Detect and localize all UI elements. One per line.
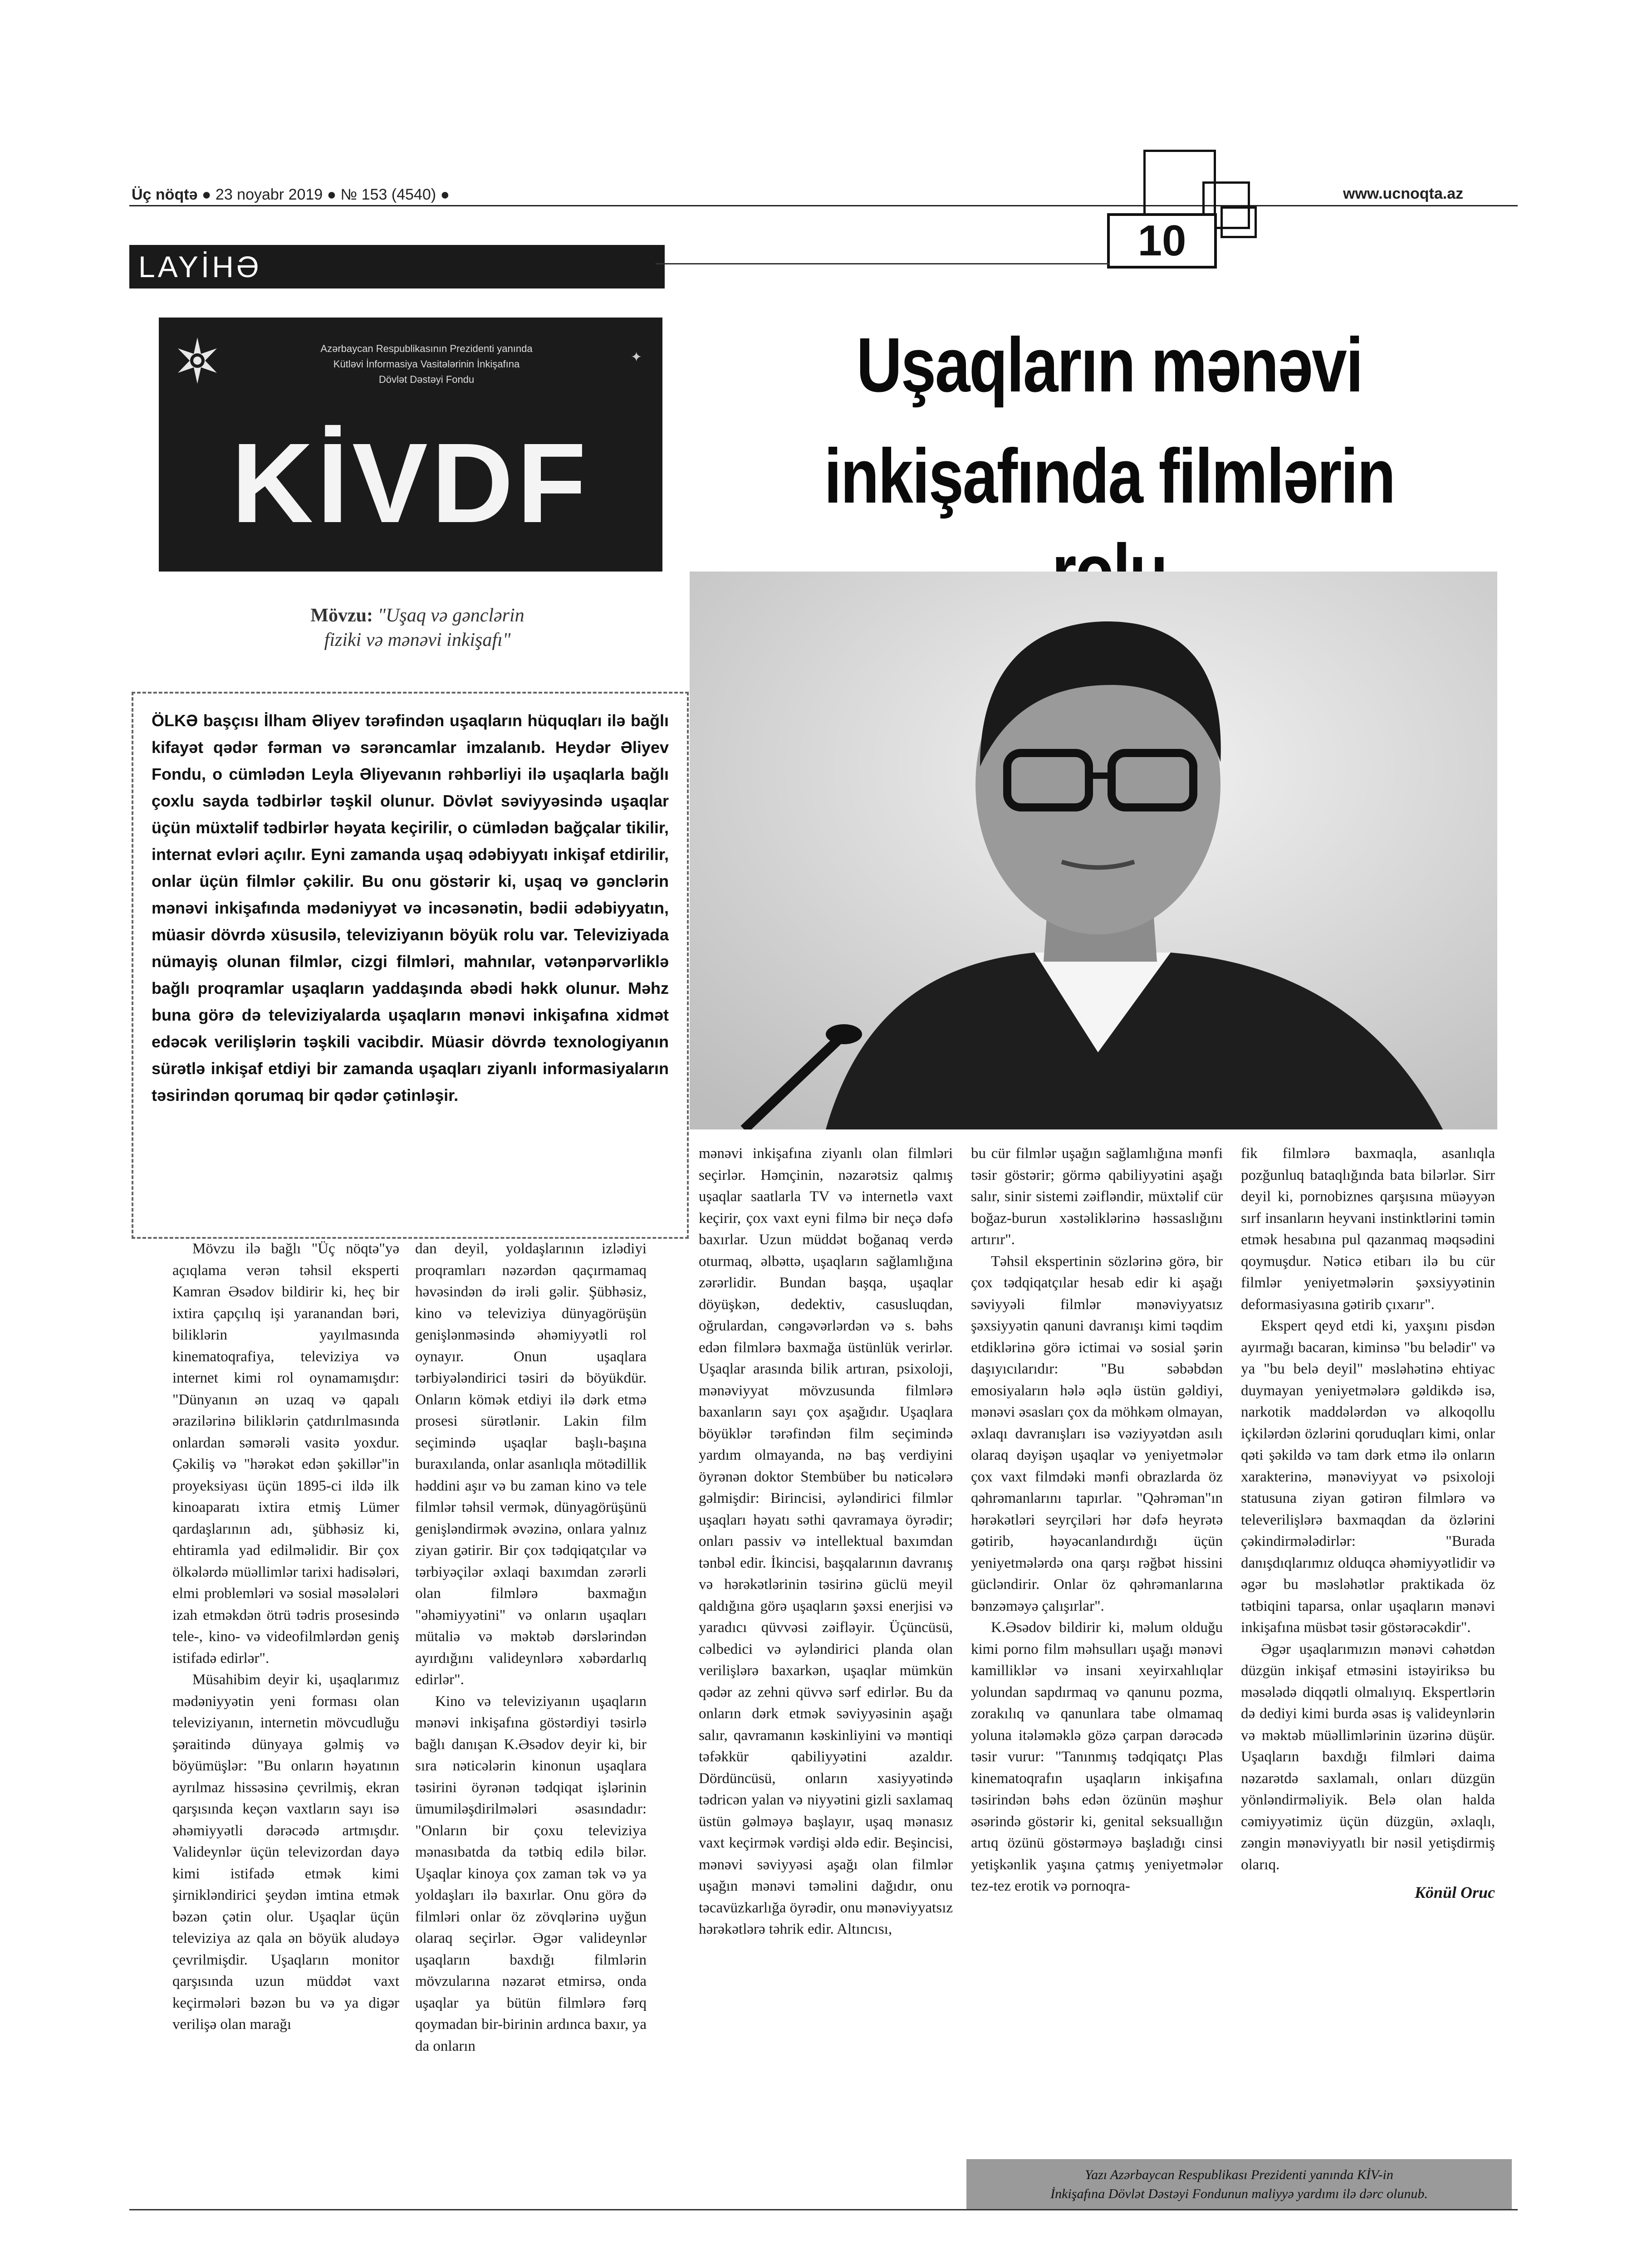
logo-org-line: Azərbaycan Respublikasının Prezidenti yanında [320,343,533,354]
header-rule [129,205,1518,206]
paragraph: mənəvi inkişafına ziyanlı olan filmləri seçirlər. Həmçinin, nəzarətsiz qalmış uşaqlar saatlarla TV və internetlə vaxt keçirir, çox vaxt eyni filmə bir neçə dəfə baxırlar. Uzun müddət boğanaq verdə oturmaq, əlbəttə, uşaqların sağlamlığına zərərlidir. Bundan başqa, uşaqlar döyüşkən, dedektiv, casusluqdan, oğrulardan, cəngəvərlərdən və s. bəhs edən filmlərə baxmağa üstünlük verirlər. Uşaqlar arasında bilik artıran, psixoloji, mənəviyyat mövzusunda filmlərə baxanların sayı çox aşağıdır. Uşaqlara böyüklər tərəfindən film seçimində yardım olmayanda, nə baş verdiyini öyrənən doktor Stembüber bu nəticələrə gəlmişdir: Birincisi, əyləndirici filmlər uşaqları həyatı səthi qavramaya öyrədir; onları passiv və intellektual baxımdan tənbəl edir. İkincisi, başqalarının davranış və hərəkətlərinin təsirinə güclü meyil qaldığına görə uşaqların şəxsi enerjisi və yaradıcı qüvvəsi zəifləyir. Üçüncüsü, cəlbedici və əyləndirici planda olan verilişlərə baxarkən, uşaqlar mümkün qədər az zehni qüvvə sərf edirlər. Bu da onların dərk etmək səviyyəsinin aşağı salır, qavramanın kəskinliyini və məntiqi təfəkkür qabiliyyətini azaldır. Dördüncüsü, onların xasiyyətində tədricən yalan və niyyətini gizli saxlamaq üstün gəlməyə başlayır, uşaq mənasız vaxt keçirmək vərdişi əldə edir. Beşincisi, mənəvi səviyyəsi aşağı olan filmlər uşağın mənəvi təməlini dağıdır, onu təcavüzkarlığa öyrədir, onu mənəviyyatsız hərəkətlərə təhrik edir. Altıncısı, [699,1145,953,1937]
paragraph: Təhsil ekspertinin sözlərinə görə, bir çox tədqiqatçılar hesab edir ki aşağı səviyyəli filmlər mənəviyyatsız şəxsiyyətin qanuni davranışı kimi təqdim etdiklərinə görə ictimai və sosial şərin daşıyıcılarıdır: "Bu səbəbdən emosiyaların hələ əqlə üstün gəldiyi, mənəvi əsasları çox da möhkəm olmayan, əxlaqı davranışları isə vəziyyətdən asılı olaraq dəyişən uşaqlar və yeniyetmələr çox vaxt filmdəki mənfi obrazlarda öz qəhrəmanlarını tapırlar. "Qəhrəman"ın hərəkətləri seyrçiləri hər dəfə heyrətə gətirib, həyəcanlandırdığı üçün yeniyetmələrdə ona qarşı rəğbət hissini gücləndirir. Onlar öz qəhrəmanlarına bənzəməyə çalışırlar". [971,1253,1223,1614]
section-bar: LAYİHƏ [129,245,665,288]
issue-line [132,186,450,204]
topic-caption [191,603,644,652]
paragraph: dan deyil, yoldaşlarının izlədiyi proqramları nəzərdən qaçırmamaq həvəsindən də irəli gəlir. Şübhəsiz, kino və televiziya dünyagörüşün genişlənməsində əhəmiyyətli rol oynayır. Onun uşaqlara tərbiyələndirici təsiri də böyükdür. Onların kömək etdiyi ilə dərk etmə prosesi sürətlənir. Lakin film seçimində uşaqlar başlı-başına buraxılanda, onlar asanlıqla mötədillik həddini aşır və bu zaman kino və tele filmlər təhsil vermək, dünyagörüşünü genişləndirmək əvəzinə, onlara yalnız ziyan gətirir. Bir çox tədqiqatçılar və tərbiyəçilər əxlaqi baxımdan zərərli olan filmlərə baxmağın "əhəmiyyətini" və onların uşaqları mütaliə və məktəb dərslərindən ayırdığını valideynlərə xəbərdarlıq edirlər". [415,1241,647,1688]
star-icon: ✦ [631,350,642,365]
footer-rule [129,2209,1518,2210]
lead-paragraph: ÖLKƏ başçısı İlham Əliyev tərəfindən uşaqların hüquqları ilə bağlı kifayət qədər fərman və sərəncamlar imzalanıb. Heydər Əliyev Fondu, o cümlədən Leyla Əliyevanın rəhbərliyi ilə uşaqlarla bağlı çoxlu sayda tədbirlər təşkil olunur. Dövlət səviyyəsində uşaqlar üçün müxtəlif tədbirlər həyata keçirilir, o cümlədən bağçalar tikilir, internat evləri açılır. Eyni zamanda uşaq ədəbiyyatı inkişaf etdirilir, onlar üçün filmlər çəkilir. Bu onu göstərir ki, uşaq və gənclərin mənəvi inkişafında mədəniyyət və incəsənətin, bədii ədəbiyyatın, müasir dövrdə xüsusilə, televiziyanın böyük rolu var. Televiziyada nümayiş olunan filmlər, cizgi filmləri, mahnılar, vətənpərvərliklə bağlı proqramlar uşaqların yaddaşında əbədi həkk olunur. Məhz buna görə də televiziyalarda uşaqların mənəvi inkişafına xidmət edəcək verilişlərin təşkili vacibdir. Müasir dövrdə texnologiyanın sürətlə inkişaf etdiyi bir zamanda uşaqları ziyanlı informasiyaların təsirindən qorumaq bir qədər çətinləşir. [152,711,669,1105]
paragraph: bu cür filmlər uşağın sağlamlığına mənfi təsir göstərir; görmə qabiliyyətini aşağı salır, sinir sistemi zəifləndir, müxtəlif cür boğaz-burun xəstəliklərinə həssaslığını artırır". [971,1145,1223,1248]
paper-name: Üç nöqtə [132,186,198,203]
topic-label: Mövzu: [310,605,373,626]
website: www.ucnoqta.az [1343,185,1464,202]
issue-number: № 153 (4540) [340,186,436,203]
bullet-icon: ● [327,186,337,203]
logo-acronym: KİVDF [231,420,590,546]
article-column-3 [699,1143,953,1941]
lead-box [132,692,689,1239]
page-number: 10 [1107,213,1217,269]
headline-line: inkişafında filmlərin [824,433,1395,519]
kivdf-logo-box [159,318,662,572]
paragraph: Kino və televiziyanın uşaqların mənəvi inkişafına göstərdiyi təsirlə bağlı danışan K.Əsədov deyir ki, bir sıra nəticələrin kinonun uşaqlara təsirini öyrənən tədqiqat işlərinin ümumiləşdirilmələri əsasındadır: "Onların bir çoxu televiziya mənasıbatda da tətbiq edilə bilər. Uşaqlar kinoya çox zaman tək və ya yoldaşları ilə baxırlar. Onu görə də filmləri onlar öz zövqlərinə uyğun olaraq seçirlər. Əgər valideynlər uşaqların baxdığı filmlərin mövzularına nəzarət etmirsə, onda uşaqlar ya bütün filmlərə fərq qoymadan bir-birinin ardınca baxır, ya da onların [415,1693,647,2054]
issue-date: 23 noyabr 2019 [215,186,323,203]
funding-note-line: İnkişafına Dövlət Dəstəyi Fondunun maliyyə yardımı ilə dərc olunub. [1050,2186,1428,2201]
article-column-4 [971,1143,1223,1897]
logo-org-name [236,341,617,387]
article-column-2 [415,1238,647,2057]
paragraph: Ekspert qeyd etdi ki, yaxşını pisdən ayırmağı bacaran, kiminsə "bu belədir" və ya "bu belə deyil" məsləhətinə ehtiyac duymayan yeniyetmələrə gəldikdə isə, narkotik maddələrdən və alkoqollu içkilərdən özlərini qoruduqları kimi, onlar qəti şəkildə və tam dərk etmə ilə onların xarakterinə, mənəviyyat və psixoloji statusuna ziyan gətirən filmlərə və televerilişlərə baxmaqdan da özlərini çəkindirmələdirlər: "Burada danışdıqlarımız olduqca əhəmiyyətlidir və əgər bu məsləhətlər praktikada öz tətbiqini taparsa, onlar uşaqların mənəvi inkişafına müsbət təsir göstərəcəkdir". [1241,1318,1495,1636]
decorative-square [1221,206,1257,238]
author-signature: Könül Oruc [1414,1883,1495,1901]
article-column-5 [1241,1143,1495,1904]
headline-line: Uşaqların mənəvi [856,322,1363,408]
paragraph: K.Əsədov bildirir ki, məlum olduğu kimi porno film məhsulları uşağı mənəvi kamilliklər və insani xeyirxahlıqlar yolundan sapdırmaq və qanunu pozma, zorakılıq və qanunlara tabe olmamaq yoluna itələməklə gözə çarpan dərəcədə təsir vurur: "Tanınmış tədqiqatçı Plas kinematoqrafın uşaqların inkişafına təsirindən bəhs edən özünün məşhur əsərində göstərir ki, genital seksuallığın artıq özünü göstərməyə başladığı cinsi yetişkənlik yaşına çatmış yeniyetmələr tez-tez erotik və pornoqra- [971,1619,1223,1894]
article-column-1 [172,1238,399,2036]
section-rule [656,263,1109,264]
topic-line [191,603,644,628]
logo-org-line: Dövlət Dəstəyi Fondu [378,374,475,385]
portrait-photo [690,572,1497,1129]
bullet-icon: ● [440,186,450,203]
bullet-icon: ● [201,186,211,203]
paragraph: Əgər uşaqlarımızın mənəvi cəhətdən düzgün inkişaf etməsini istəyiriksə bu məsələdə diqqətli olmalıyıq. Ekspertlərin də dediyi kimi burda əsas iş valideynlərin və məktəb müəllimlərinin üzərinə düşür. Uşaqların baxdığı filmləri daima nəzarətdə saxlamalı, onları düzgün yönləndirməliyik. Belə olan halda cəmiyyətimiz üçün düzgün, əxlaqlı, zəngin mənəviyyatlı bir nəsil yetişdirmiş olarıq. [1241,1641,1495,1873]
paragraph: Müsahibim deyir ki, uşaqlarımız mədəniyyətin yeni forması olan televiziyanın, internetin mövcudluğu şəraitində dünyaya gəlmiş və böyümüşlər: "Bu onların həyatının ayrılmaz hissəsinə çevrilmiş, ekran qarşısında keçən vaxtların sayı isə əhəmiyyətli dərəcədə artmışdır. Valideynlər üçün televizordan dayə kimi istifadə etmək kimi şirnikləndirici şeydən imtina etmək bəzən çətin olur. Uşaqlar üçün televiziya az qala ən böyük aludəyə çevrilmişdir. Uşaqların monitor qarşısında uzun müddət vaxt keçirmələri bəzən bu və ya digər verilişə olan marağı [172,1672,399,2033]
emblem-icon [172,336,222,386]
topic-text: "Uşaq və gənclərin [377,605,524,626]
topic-line: fiziki və mənəvi inkişafı" [324,630,511,650]
logo-org-line: Kütləvi İnformasiya Vasitələrinin İnkişafına [333,358,520,370]
funding-note-line: Yazı Azərbaycan Respublikası Prezidenti yanında KİV-in [1085,2167,1393,2182]
paragraph: fik filmlərə baxmaqla, asanlıqla pozğunluq bataqlığında bata bilərlər. Sirr deyil ki, pornobiznes qarşısına müəyyən sırf insanların heyvani instinktlərini təmin etmək hesabına pul qazanmaq məqsədini qoymuşdur. Nəticə etibarı ilə bu cür filmlər yeniyetmələrin şəxsiyyətinin deformasiyasına gətirib çıxarır". [1241,1145,1495,1313]
funding-note [966,2159,1512,2210]
paragraph: Mövzu ilə bağlı "Üç nöqtə"yə açıqlama verən təhsil eksperti Kamran Əsədov bildirir ki, heç bir ixtira çapçılıq işi yaranandan bəri, biliklərin yayılmasında kinematoqrafiya, televiziya və internet kimi rol oynamamışdır: "Dünyanın ən uzaq və qapalı ərazilərinə biliklərin çatdırılmasında onlardan səmərəli vasitə yoxdur. Çəkiliş və "hərəkət edən şəkillər"in proyeksiyası üçün 1895-ci ildə ilk kinoaparatı ixtira etmiş Lümer qardaşlarının adı, şübhəsiz ki, ehtiramla yad edilməlidir. Bir çox ölkələrdə müəllimlər tarixi hadisələri, elmi problemləri və sosial məsələləri izah etməkdən ötrü tədris prosesində tele-, kino- və videofilmlərdən geniş istifadə edirlər". [172,1241,399,1667]
